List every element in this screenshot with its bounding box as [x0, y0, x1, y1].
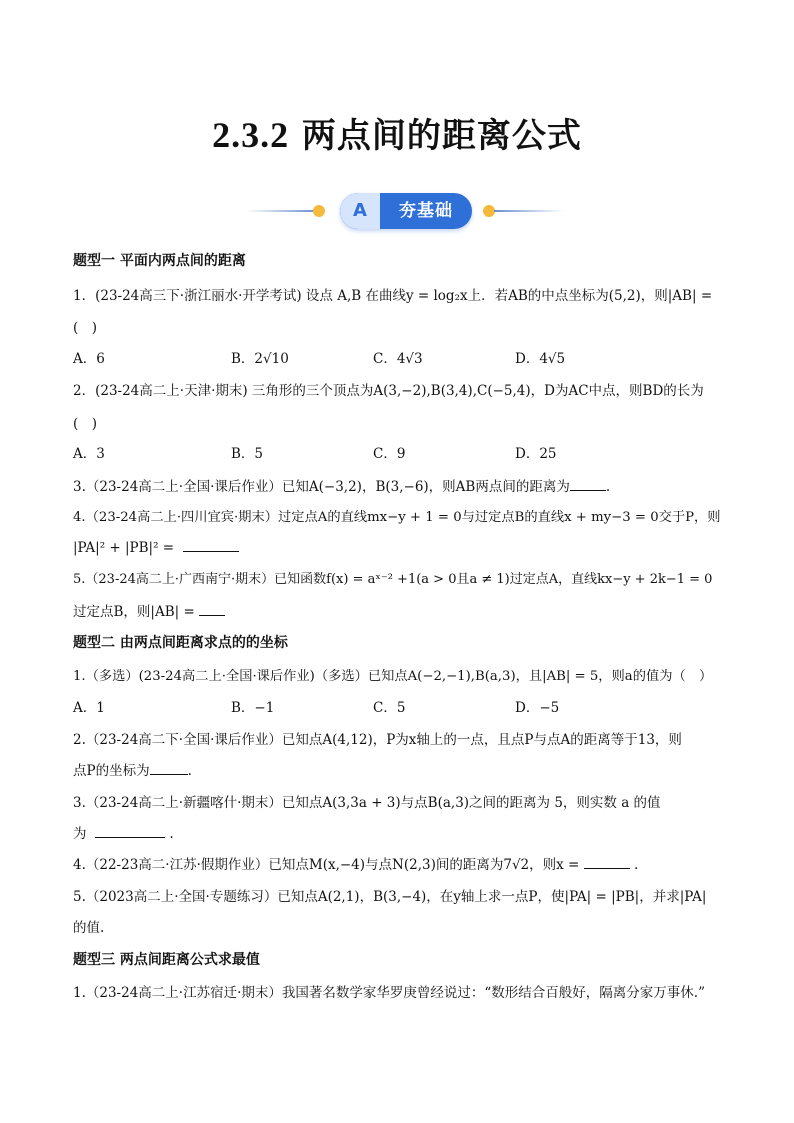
option-row	[73, 442, 723, 462]
question-text: 2．(23-24高二上·天津·期末) 三角形的三个顶点为A(3,−2),B(3,4),C(−5,4)，D为AC中点，则BD的长为	[73, 383, 704, 399]
question-item	[73, 759, 192, 779]
question-end: .	[169, 826, 174, 842]
option-c: C．5	[373, 700, 406, 716]
question-text: 点P的坐标为	[73, 763, 150, 779]
question-end: .	[633, 857, 639, 873]
question-text: 4.（23-24高二上·四川宜宾·期末）过定点A的直线mx−y + 1 = 0与过定点B的直线x + my−3 = 0交于P，则	[73, 510, 721, 525]
option-c: C．4√3	[373, 351, 423, 367]
question-end: .	[605, 479, 611, 495]
question-item	[73, 822, 174, 842]
badge-label: 夯基础	[399, 201, 453, 221]
question-text: 的值.	[73, 920, 105, 936]
question-text: 4.（22-23高二·江苏·假期作业）已知点M(x,−4)与点N(2,3)间的距离为7√2，则x =	[73, 857, 580, 873]
answer-blank	[183, 538, 239, 552]
question-text: 2.（23-24高二下·全国·课后作业）已知点A(4,12)，P为x轴上的一点，且点P与点A的距离等于13，则	[73, 732, 682, 748]
question-text: 过定点B，则|AB| =	[73, 604, 195, 620]
question-text: 为	[73, 826, 87, 842]
section-heading: 题型二 由两点间距离求点的的坐标	[73, 635, 288, 651]
question-text: 3.（23-24高二上·新疆喀什·期末）已知点A(3,3a + 3)与点B(a,3)之间的距离为 5，则实数 a 的值	[73, 795, 661, 811]
question-end: .	[187, 763, 192, 779]
section-heading: 题型一 平面内两点间的距离	[73, 253, 246, 269]
option-d: D．−5	[515, 700, 560, 716]
level-badge	[340, 193, 472, 229]
badge-letter: A	[340, 193, 380, 229]
answer-blank	[95, 824, 165, 838]
question-text: 5.（2023高二上·全国·专题练习）已知点A(2,1)，B(3,−4)，在y轴上求一点P，使|PA| = |PB|，并求|PA|	[73, 889, 707, 905]
section-heading: 题型三 两点间距离公式求最值	[73, 952, 260, 968]
option-d: D．25	[515, 446, 557, 462]
question-item	[73, 853, 638, 873]
page-title	[0, 108, 794, 157]
question-text: 1.（多选）(23-24高二上·全国·课后作业)（多选）已知点A(−2,−1),B(a,3)，且|AB| = 5，则a的值为（ ）	[73, 669, 713, 684]
answer-blank	[199, 602, 225, 616]
question-text: 1．(23-24高三下·浙江丽水·开学考试) 设点 A,B 在曲线y = log₂x上．若AB的中点坐标为(5,2)，则|AB| =	[73, 288, 713, 304]
option-a: A．1	[73, 700, 105, 716]
answer-blank	[150, 761, 188, 775]
option-b: B．5	[231, 446, 264, 462]
question-item	[73, 538, 239, 556]
question-text: 5.（23-24高二上·广西南宁·期末）已知函数f(x) = aˣ⁻² +1(a > 0且a ≠ 1)过定点A，直线kx−y + 2k−1 = 0	[73, 572, 713, 587]
option-b: B．2√10	[231, 351, 289, 367]
level-badge-row	[0, 193, 794, 229]
answer-blank	[584, 855, 630, 869]
title-text: 两点间的距离公式	[301, 116, 582, 156]
decor-line-right	[494, 210, 564, 212]
option-c: C．9	[373, 446, 406, 462]
question-item	[73, 600, 225, 620]
question-answer-paren: ( )	[73, 320, 98, 336]
decor-line-left	[246, 210, 316, 212]
option-b: B．−1	[231, 700, 275, 716]
title-number: 2.3.2	[212, 115, 290, 155]
decor-dot-left	[313, 205, 325, 217]
option-row	[73, 347, 723, 367]
question-answer-paren: ( )	[73, 416, 98, 432]
option-a: A．6	[73, 351, 105, 367]
answer-blank	[570, 477, 606, 491]
option-d: D．4√5	[515, 351, 566, 367]
question-text: 3.（23-24高二上·全国·课后作业）已知A(−3,2)，B(3,−6)，则AB两点间的距离为	[73, 479, 570, 495]
option-row	[73, 696, 723, 716]
question-text: 1.（23-24高二上·江苏宿迁·期末）我国著名数学家华罗庚曾经说过：“数形结合百般好，隔离分家万事休.”	[73, 985, 705, 1001]
question-text: |PA|² + |PB|² =	[73, 540, 175, 556]
option-a: A．3	[73, 446, 105, 462]
question-item	[73, 475, 610, 495]
